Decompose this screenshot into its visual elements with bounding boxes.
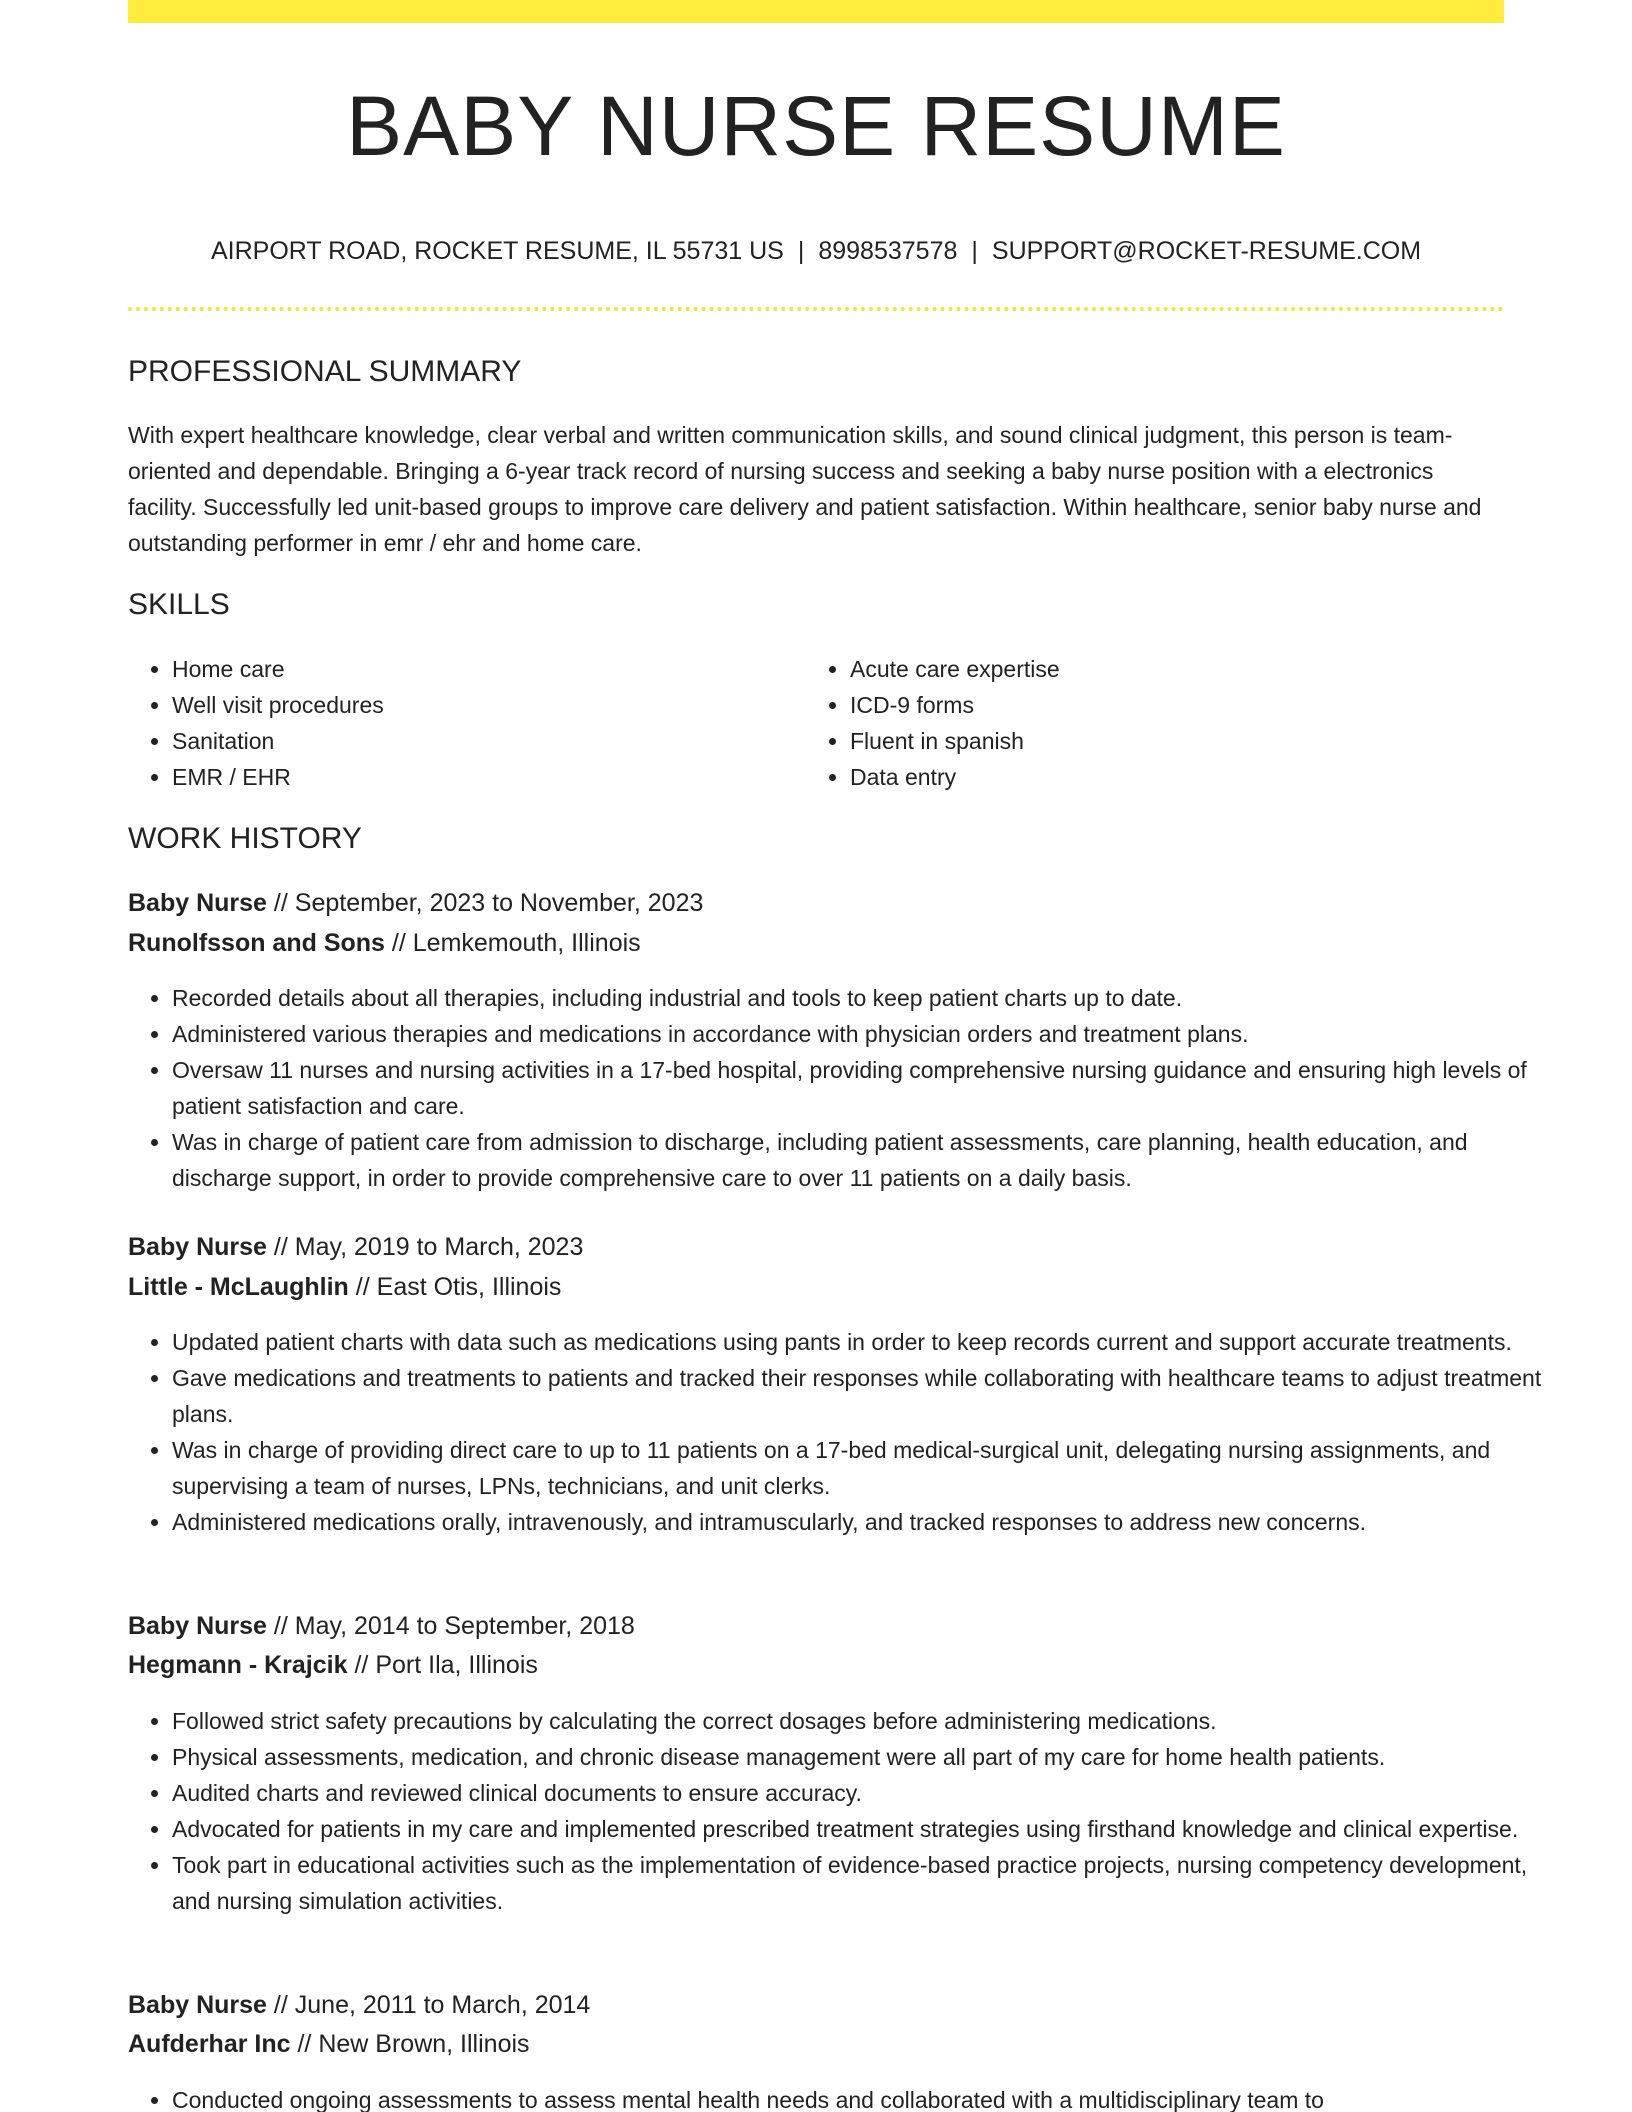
job-title-line (128, 1233, 583, 1262)
job-company-line (128, 1651, 538, 1680)
job-bullet: • Physical assessments, medication, and chronic disease management were all part of my care for home health patients. (172, 1739, 1548, 1775)
job-title-line (128, 1612, 635, 1641)
job-bullet: • Updated patient charts with data such as medications using pants in order to keep records current and support accurate treatments. (172, 1324, 1548, 1360)
job-bullet: • Followed strict safety precautions by calculating the correct dosages before administering medications. (172, 1703, 1548, 1739)
skill-item: • EMR / EHR (172, 759, 384, 795)
job-title: Baby Nurse (128, 1612, 267, 1640)
job-title-line (128, 1991, 590, 2020)
contact-line (128, 237, 1504, 266)
job-company-line (128, 929, 641, 958)
job-dates: June, 2011 to March, 2014 (294, 1991, 591, 2019)
accent-top-bar (128, 0, 1504, 23)
skill-item: • ICD-9 forms (850, 687, 1060, 723)
job-location: New Brown, Illinois (318, 2030, 530, 2058)
skills-heading: SKILLS (128, 588, 230, 621)
job-bullets (128, 980, 1548, 1196)
job-dates: May, 2019 to March, 2023 (294, 1233, 584, 1261)
job-company: Little - McLaughlin (128, 1273, 349, 1301)
job-company: Runolfsson and Sons (128, 929, 385, 957)
skill-item: • Well visit procedures (172, 687, 384, 723)
job-separator: // (273, 1612, 288, 1640)
dotted-divider (128, 307, 1504, 311)
job-bullet: • Was in charge of patient care from admission to discharge, including patient assessments, care planning, health education, and discharge support, in order to provide comprehensive care to over 11 patients on a daily basis. (172, 1124, 1548, 1196)
job-dates: September, 2023 to November, 2023 (294, 889, 704, 917)
job-bullet: • Audited charts and reviewed clinical documents to ensure accuracy. (172, 1775, 1548, 1811)
job-bullet: • Conducted ongoing assessments to assess mental health needs and collaborated with a multidisciplinary team to (172, 2082, 1548, 2112)
job-bullet: • Advocated for patients in my care and implemented prescribed treatment strategies using firsthand knowledge and clinical expertise. (172, 1811, 1548, 1847)
job-separator: // (391, 929, 406, 957)
job-bullet: • Administered medications orally, intravenously, and intramuscularly, and tracked responses to address new concerns. (172, 1504, 1548, 1540)
job-location: Lemkemouth, Illinois (412, 929, 641, 957)
job-bullets (128, 1324, 1548, 1540)
skill-item: • Sanitation (172, 723, 384, 759)
job-bullet: • Was in charge of providing direct care to up to 11 patients on a 17-bed medical-surgical unit, delegating nursing assignments, and supervising a team of nurses, LPNs, technicians, and unit clerks. (172, 1432, 1548, 1504)
work-history-heading: WORK HISTORY (128, 822, 362, 855)
summary-heading: PROFESSIONAL SUMMARY (128, 355, 522, 388)
job-bullet: • Administered various therapies and medications in accordance with physician orders and treatment plans. (172, 1016, 1548, 1052)
job-title: Baby Nurse (128, 1233, 267, 1261)
job-bullet: • Oversaw 11 nurses and nursing activities in a 17-bed hospital, providing comprehensive nursing guidance and ensuring high levels of patient satisfaction and care. (172, 1052, 1548, 1124)
job-separator: // (297, 2030, 312, 2058)
summary-text: With expert healthcare knowledge, clear verbal and written communication skills, and sound clinical judgment, this person is team-oriented and dependable. Bringing a 6-year track record of nursing success and seeking a baby nurse position with a electronics facility. Successfully led unit-based groups to improve care delivery and patient satisfaction. Within healthcare, senior baby nurse and outstanding performer in emr / ehr and home care. (128, 422, 1482, 556)
job-title: Baby Nurse (128, 889, 267, 917)
job-separator: // (355, 1273, 370, 1301)
resume-title: BABY NURSE RESUME (346, 79, 1286, 173)
job-title: Baby Nurse (128, 1991, 267, 2019)
contact-separator: | (797, 237, 805, 265)
contact-separator: | (971, 237, 978, 265)
job-title-line (128, 889, 703, 918)
job-separator: // (354, 1651, 369, 1679)
job-separator: // (273, 1991, 288, 2019)
job-company: Hegmann - Krajcik (128, 1651, 348, 1679)
job-bullet: • Recorded details about all therapies, including industrial and tools to keep patient charts up to date. (172, 980, 1548, 1016)
job-company: Aufderhar Inc (128, 2030, 291, 2058)
skill-item: • Fluent in spanish (850, 723, 1060, 759)
contact-address: AIRPORT ROAD, ROCKET RESUME, IL 55731 US (210, 237, 784, 265)
skill-item: • Home care (172, 651, 384, 687)
job-company-line (128, 2030, 530, 2059)
skill-item: • Acute care expertise (850, 651, 1060, 687)
skills-list-right (806, 651, 1060, 795)
job-location: Port Ila, Illinois (375, 1651, 538, 1679)
skill-item: • Data entry (850, 759, 1060, 795)
skills-list-left (128, 651, 384, 795)
job-dates: May, 2014 to September, 2018 (294, 1612, 635, 1640)
job-separator: // (273, 1233, 288, 1261)
job-location: East Otis, Illinois (376, 1273, 562, 1301)
job-bullet: • Took part in educational activities such as the implementation of evidence-based practice projects, nursing competency development, and nursing simulation activities. (172, 1847, 1548, 1919)
contact-email: SUPPORT@ROCKET-RESUME.COM (991, 237, 1422, 265)
job-bullets (128, 2082, 1548, 2112)
job-bullets (128, 1703, 1548, 1919)
contact-phone: 8998537578 (818, 237, 958, 265)
job-separator: // (273, 889, 288, 917)
job-bullet: • Gave medications and treatments to patients and tracked their responses while collaborating with healthcare teams to adjust treatment plans. (172, 1360, 1548, 1432)
job-company-line (128, 1273, 561, 1302)
